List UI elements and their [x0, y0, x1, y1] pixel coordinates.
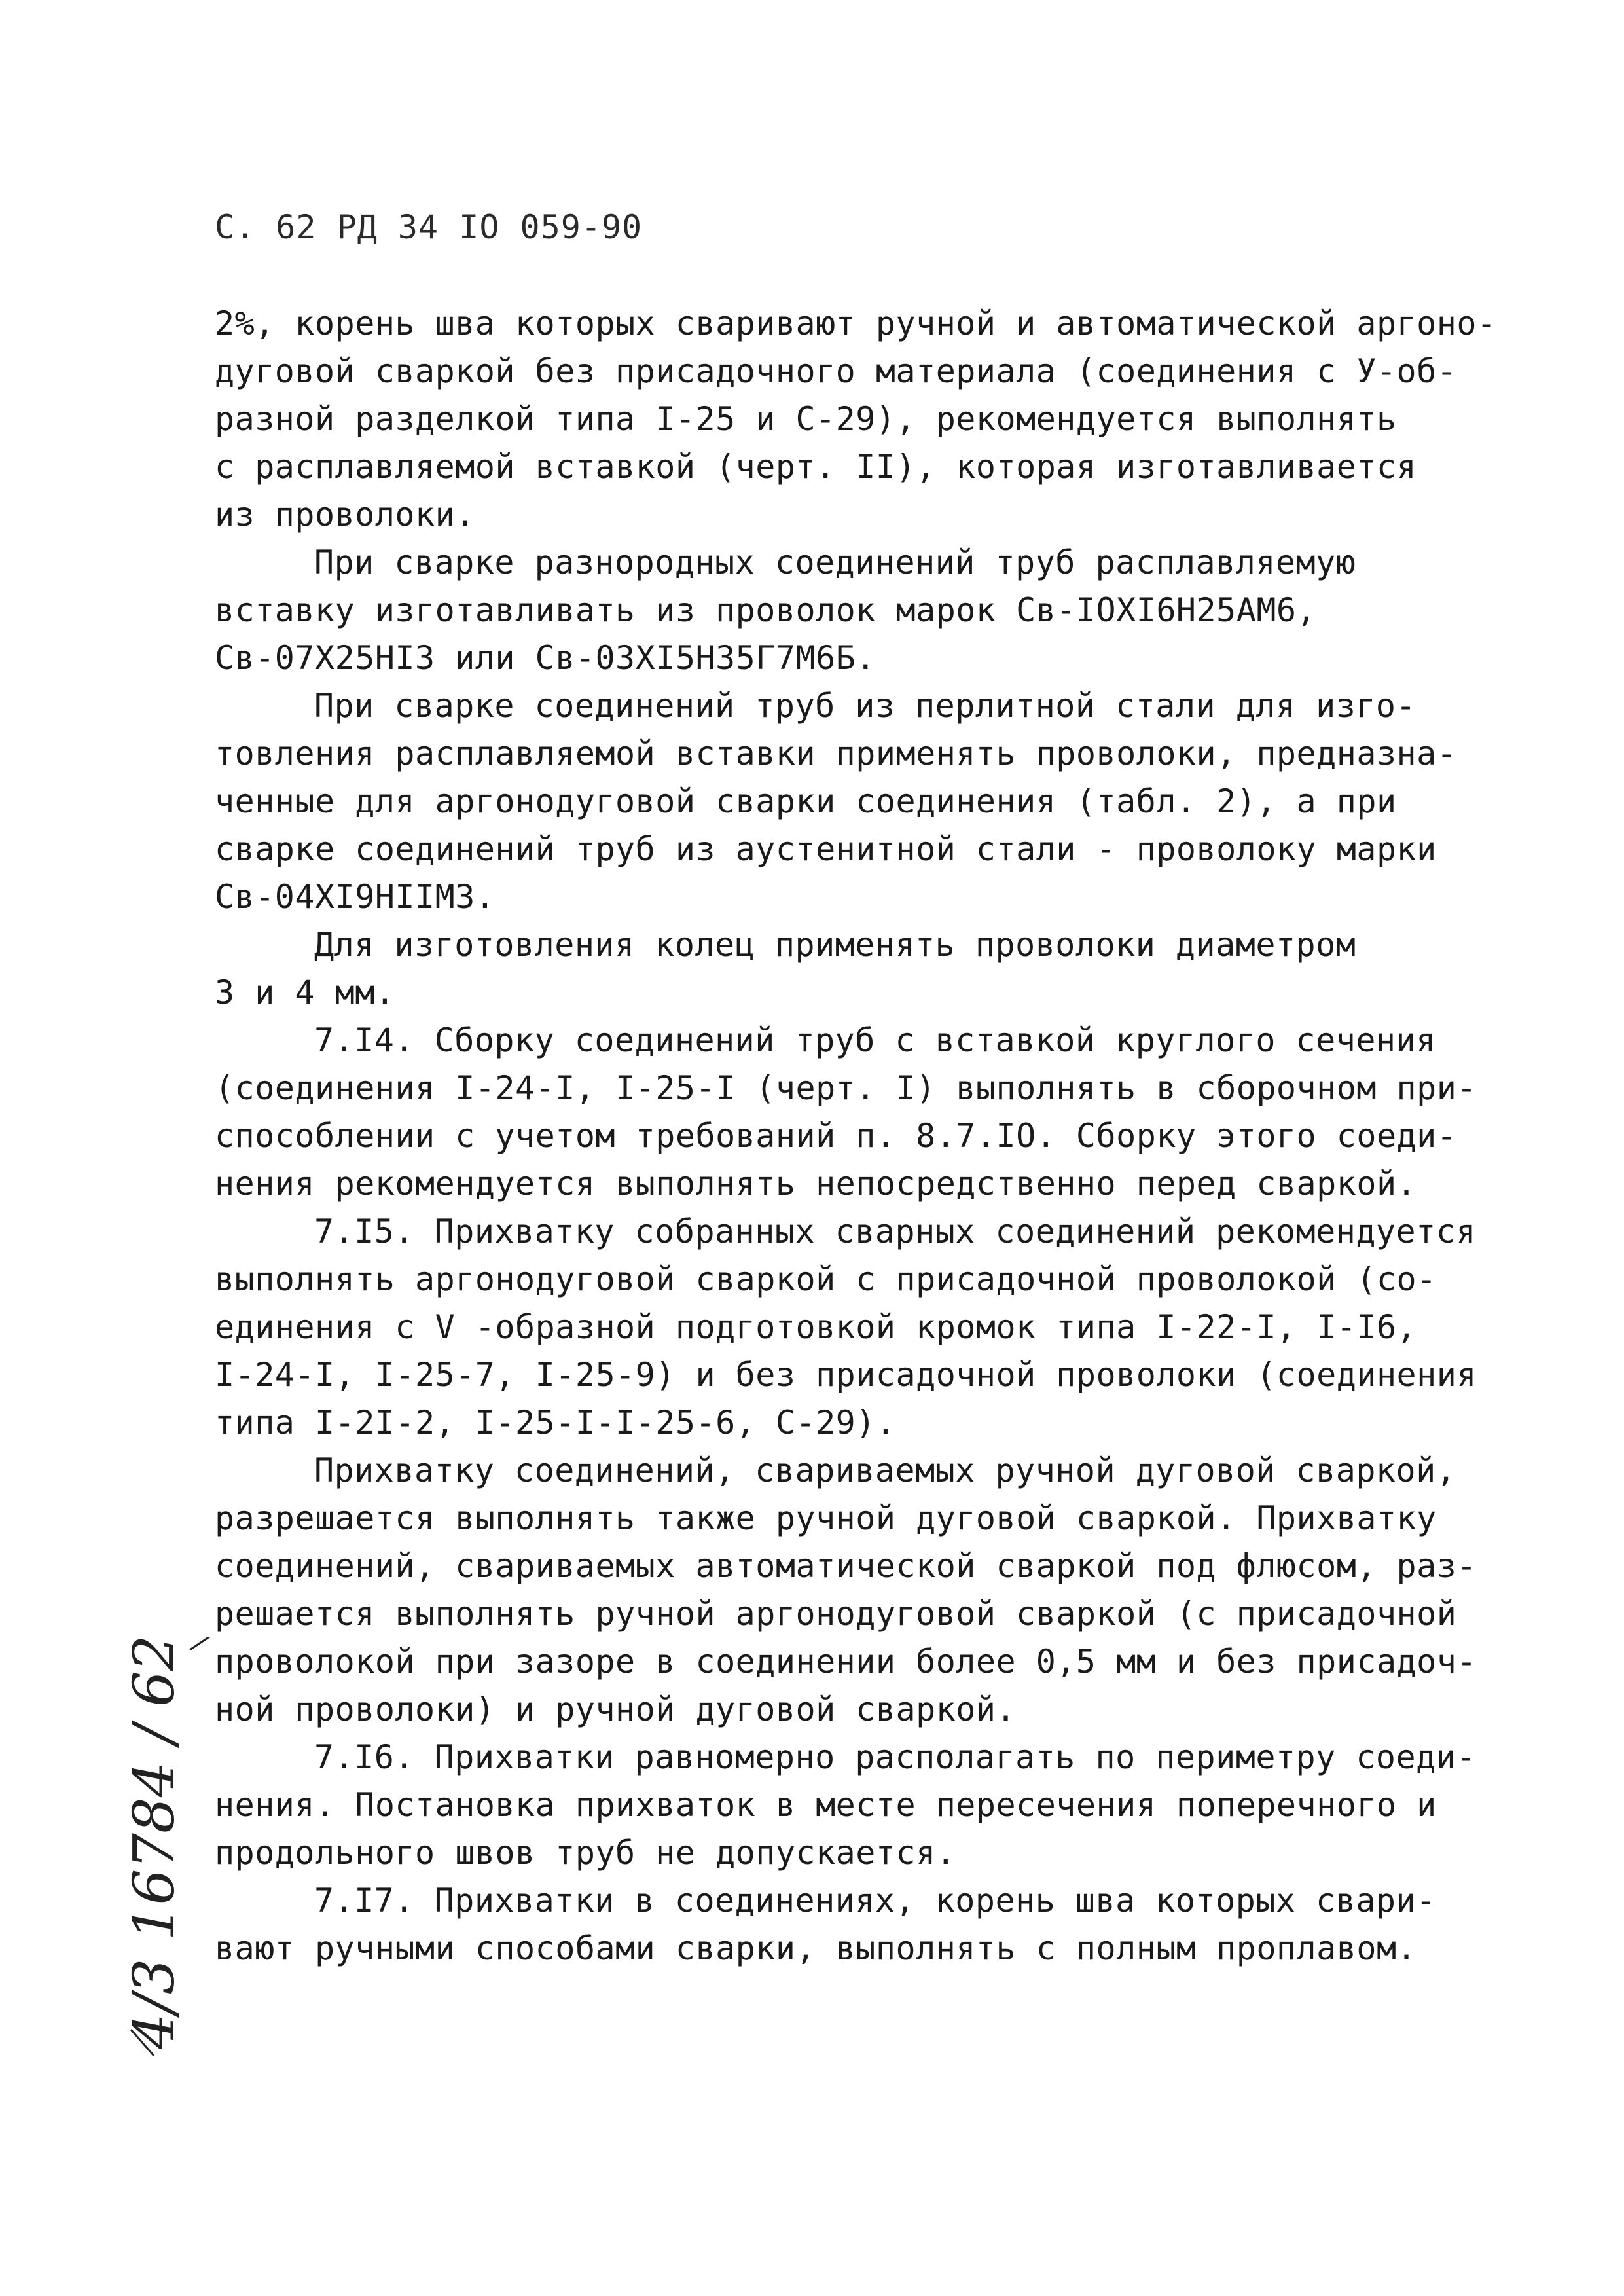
text-line: Св-07Х25НI3 или Св-03ХI5Н35Г7М6Б.: [215, 639, 876, 677]
paragraph-7-15: [215, 1208, 1498, 1447]
handwritten-annotation-text: 4/3 16784 / 62: [122, 1637, 187, 2049]
paragraph-7-17: [215, 1877, 1498, 1973]
paragraph-7-16: [215, 1734, 1498, 1877]
paragraph-1: [215, 300, 1498, 539]
text-line: 2%, корень шва которых сваривают ручной и автоматической аргоно-: [215, 304, 1497, 342]
text-line: ченные для аргонодуговой сварки соединения (табл. 2), а при: [215, 782, 1397, 820]
text-line: (соединения I-24-I, I-25-I (черт. I) выполнять в сборочном при-: [215, 1069, 1477, 1107]
paragraph-4: [215, 921, 1498, 1017]
text-line: I-24-I, I-25-7, I-25-9) и без присадочной проволоки (соединения: [215, 1356, 1477, 1394]
text-line: разной разделкой типа I-25 и С-29), рекомендуется выполнять: [215, 400, 1397, 438]
paragraph-7-14: [215, 1017, 1498, 1208]
handwritten-annotation: [111, 1637, 216, 2062]
text-line: продольного швов труб не допускается.: [215, 1834, 956, 1872]
text-line: ной проволоки) и ручной дуговой сваркой.: [215, 1690, 1017, 1728]
paragraph-tack-welding: [215, 1447, 1498, 1734]
text-line: При сварке соединений труб из перлитной стали для изго-: [314, 687, 1416, 725]
text-line: Св-04ХI9НIIМ3.: [215, 878, 496, 916]
text-line: нения рекомендуется выполнять непосредственно перед сваркой.: [215, 1165, 1417, 1203]
text-line: выполнять аргонодуговой сваркой с присадочной проволокой (со-: [215, 1260, 1437, 1298]
text-line: 7.I4. Сборку соединений труб с вставкой круглого сечения: [314, 1021, 1436, 1059]
text-line: разрешается выполнять также ручной дуговой сваркой. Прихватку: [215, 1499, 1437, 1537]
text-line: соединений, свариваемых автоматической сваркой под флюсом, раз-: [215, 1547, 1477, 1585]
paragraph-3: [215, 682, 1498, 921]
text-line: 7.I7. Прихватки в соединениях, корень шва которых свари-: [314, 1882, 1436, 1920]
text-line: проволокой при зазоре в соединении более 0,5 мм и без присадоч-: [215, 1643, 1477, 1681]
text-line: 7.I5. Прихватку собранных сварных соединений рекомендуется: [314, 1212, 1476, 1250]
text-line: нения. Постановка прихваток в месте пересечения поперечного и: [215, 1786, 1437, 1824]
text-line: дуговой сваркой без присадочного материала (соединения с У-об-: [215, 352, 1457, 390]
text-line: вают ручными способами сварки, выполнять с полным проплавом.: [215, 1929, 1417, 1967]
handwritten-annotation-graphic: [111, 1637, 216, 2062]
text-line: единения с V -образной подготовкой кромок типа I-22-I, I-I6,: [215, 1308, 1417, 1346]
text-line: способлении с учетом требований п. 8.7.IO. Сборку этого соеди-: [215, 1117, 1457, 1155]
text-line: 3 и 4 мм.: [215, 974, 395, 1011]
text-line: с расплавляемой вставкой (черт. II), которая изготавливается: [215, 448, 1417, 486]
text-line: При сварке разнородных соединений труб расплавляемую: [314, 543, 1356, 581]
paragraph-2: [215, 539, 1498, 682]
text-line: товления расплавляемой вставки применять проволоки, предназна-: [215, 735, 1457, 773]
text-line: из проволоки.: [215, 496, 475, 534]
text-line: Прихватку соединений, свариваемых ручной дуговой сваркой,: [314, 1451, 1456, 1489]
text-line: типа I-2I-2, I-25-I-I-25-6, С-29).: [215, 1404, 896, 1442]
pen-stroke: [190, 1637, 209, 1650]
document-body: [215, 300, 1498, 1973]
text-line: Для изготовления колец применять проволоки диаметром: [314, 926, 1356, 964]
text-line: решается выполнять ручной аргонодуговой сваркой (с присадочной: [215, 1595, 1457, 1633]
page-header: С. 62 РД 34 IO 059-90: [215, 208, 643, 246]
text-line: сварке соединений труб из аустенитной стали - проволоку марки: [215, 830, 1437, 868]
text-line: вставку изготавливать из проволок марок Св-IOXI6H25AM6,: [215, 591, 1317, 629]
text-line: 7.I6. Прихватки равномерно располагать по периметру соеди-: [314, 1738, 1476, 1776]
